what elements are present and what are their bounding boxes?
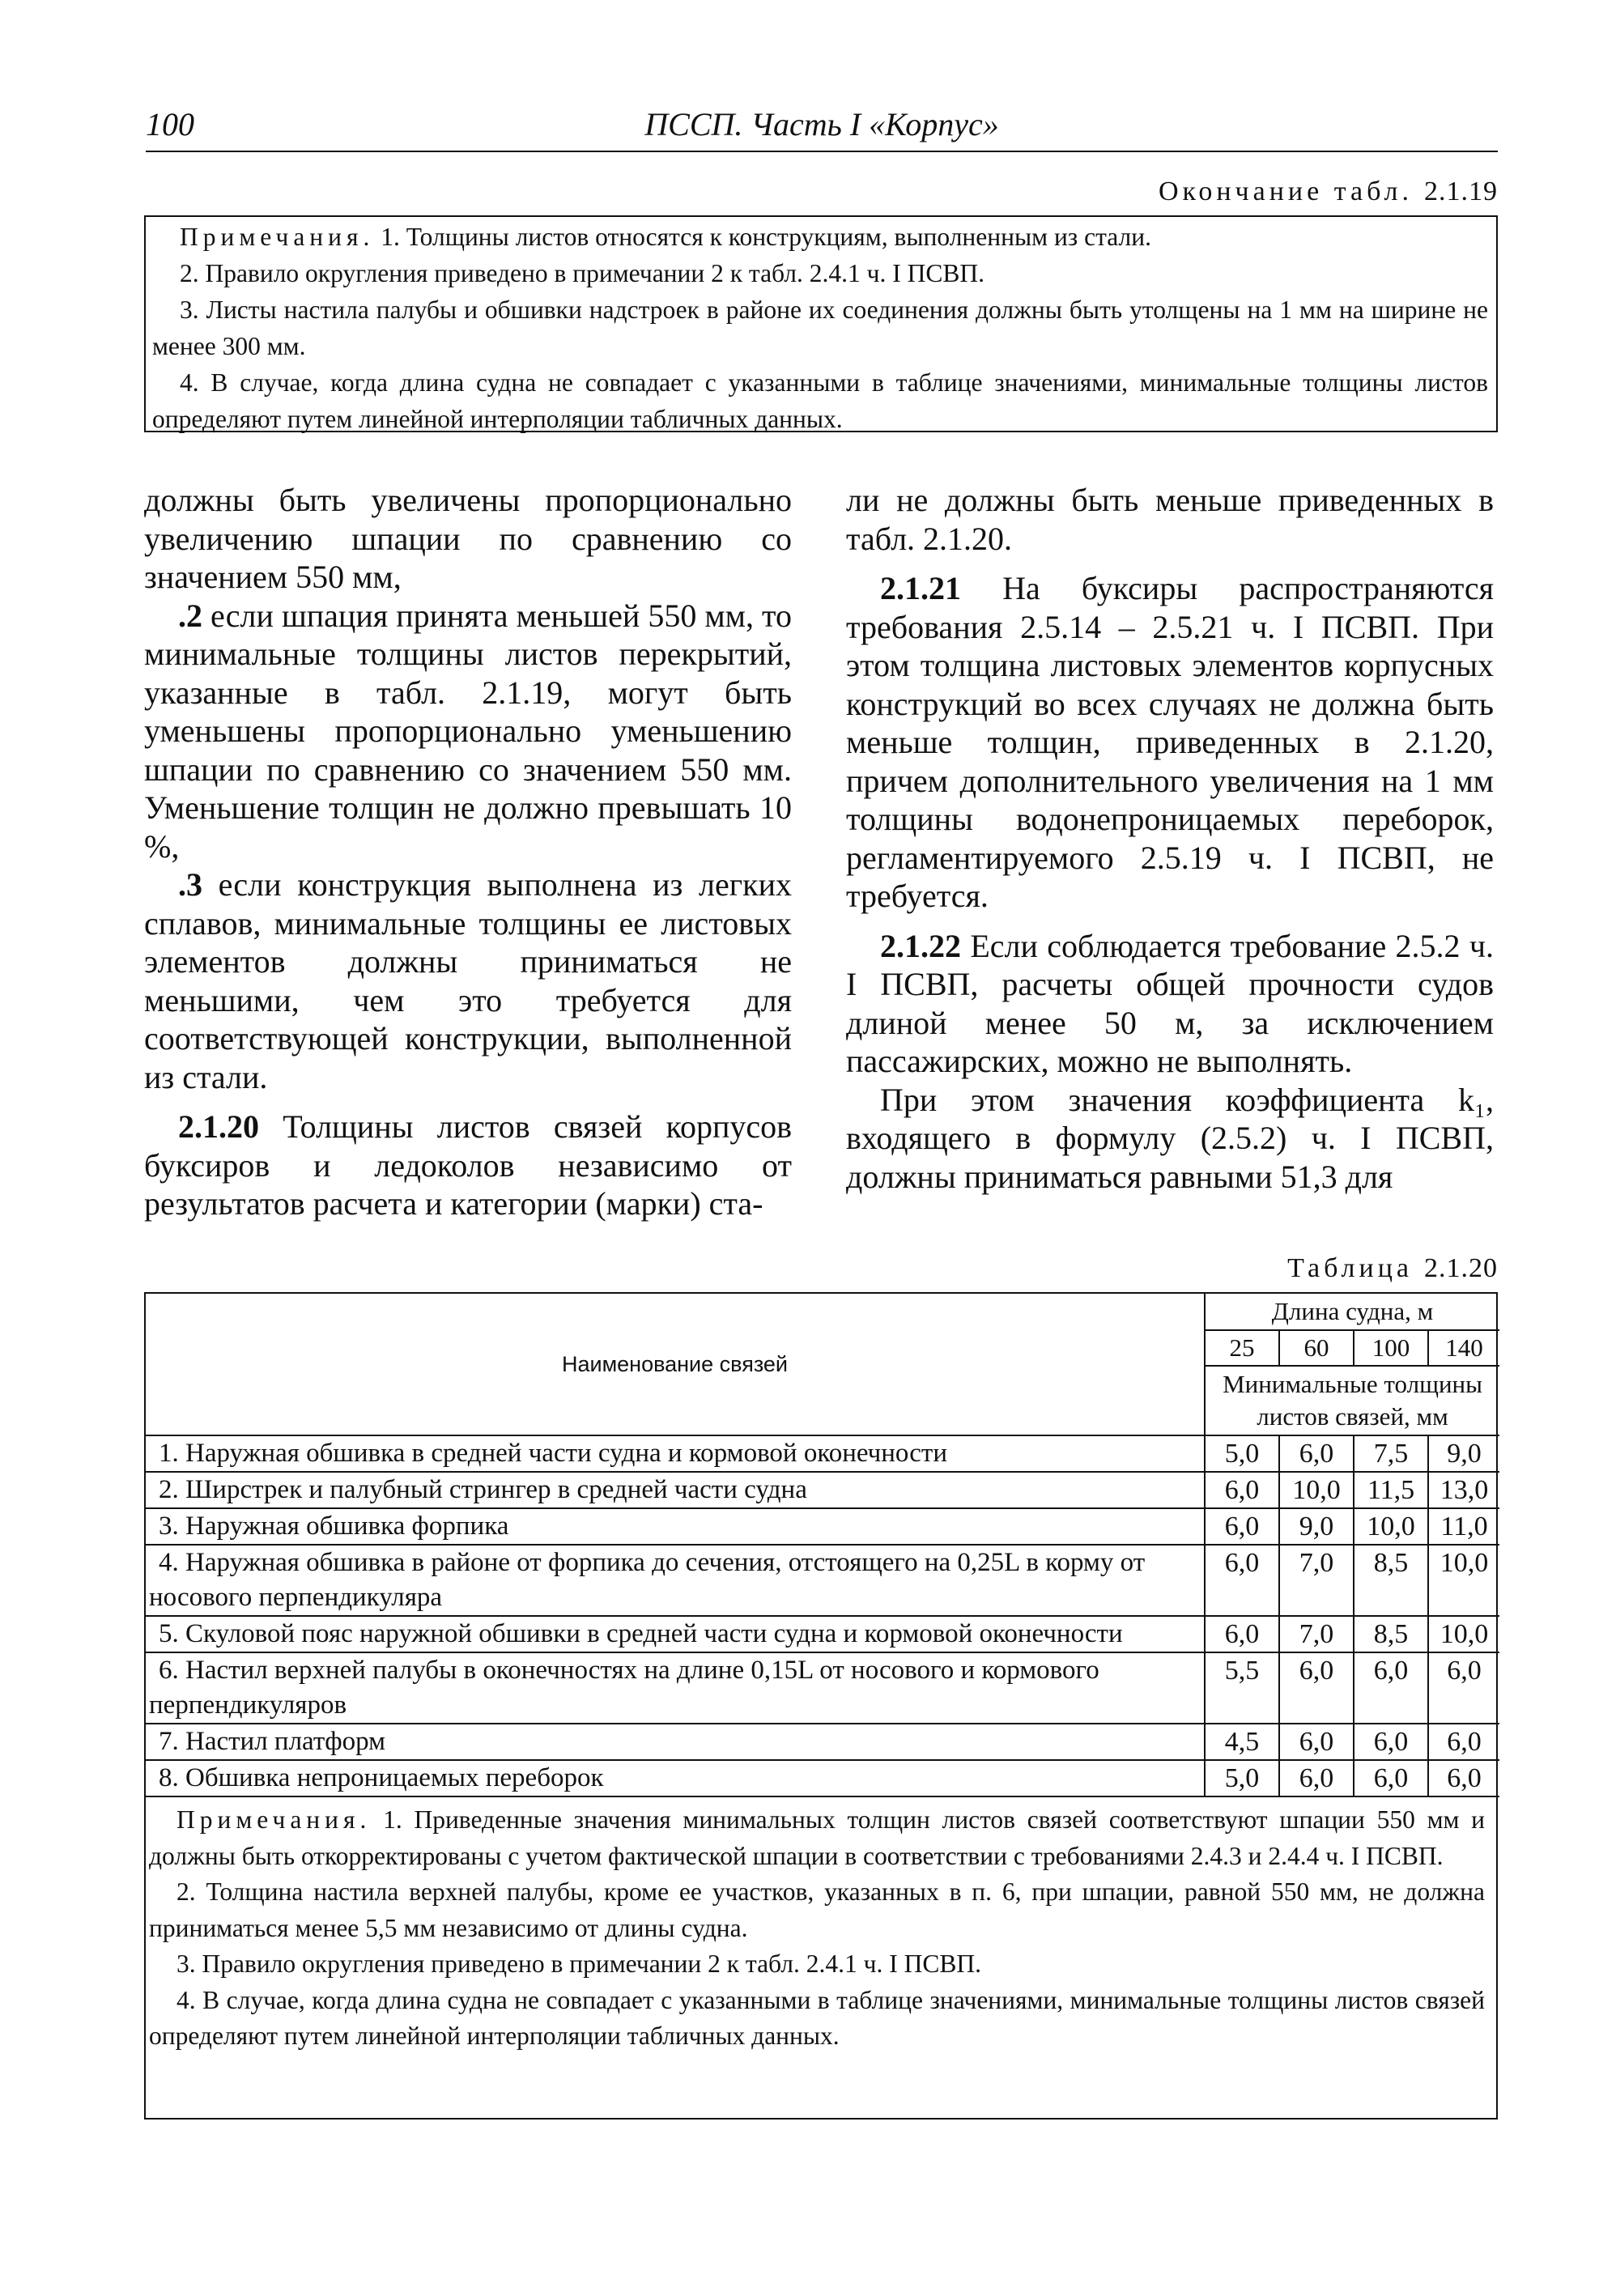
cell-value: 7,0 (1279, 1545, 1354, 1616)
table-row (146, 1652, 1499, 1724)
cell-value: 10,0 (1428, 1616, 1499, 1652)
cell-value: 6,0 (1205, 1472, 1279, 1508)
cell-value: 6,0 (1205, 1616, 1279, 1652)
page-number: 100 (146, 106, 194, 142)
running-title: ПССП. Часть I «Корпус» (644, 106, 999, 142)
column-header-name: Наименование связей (146, 1294, 1205, 1435)
cell-value: 10,0 (1354, 1508, 1428, 1545)
paragraph: При этом значения коэффициента k₁, входящего в формулу (2.5.2) ч. I ПСВП, должны приниматься равными 51,3 для (846, 1081, 1494, 1195)
column-header-thickness: Минимальные толщины листов связей, мм (1205, 1366, 1499, 1435)
table-row (146, 1508, 1499, 1545)
table-2-1-20 (144, 1292, 1498, 2120)
cell-value: 10,0 (1428, 1545, 1499, 1616)
note-item: 3. Листы настила палубы и обшивки надстроек в районе их соединения должны быть утолщены на 1 мм на ширине не менее 300 мм. (152, 296, 1488, 360)
table-2-1-20-notes (146, 1797, 1496, 2055)
row-name: 4. Наружная обшивка в районе от форпика до сечения, отстоящего на 0,25L в корму от носового перпендикуляра (146, 1545, 1205, 1616)
note-item: Примечания. 1. Приведенные значения минимальных толщин листов связей соответствуют шпации 550 мм и должны быть откорректированы с учетом фактической шпации в соответствии с требованиями 2.4.3 и 2.4.4 ч. I ПСВП. (149, 1805, 1486, 1870)
right-column (846, 481, 1494, 1196)
section-number: 2.1.20 (178, 1108, 259, 1145)
cell-value: 6,0 (1205, 1545, 1279, 1616)
section-number: 2.1.21 (880, 570, 961, 606)
cell-value: 9,0 (1428, 1435, 1499, 1472)
note-item: 4. В случае, когда длина судна не совпадает с указанными в таблице значениями, минимальные толщины листов связей определяют путем линейной интерполяции табличных данных. (149, 1985, 1485, 2050)
table-row (146, 1545, 1499, 1616)
paragraph: ли не должны быть меньше приведенных в табл. 2.1.20. (846, 482, 1494, 557)
table-row (146, 1760, 1499, 1796)
running-head (146, 105, 1498, 152)
table-row (146, 1472, 1499, 1508)
table-row (146, 1724, 1499, 1760)
length-value: 140 (1428, 1330, 1499, 1366)
row-name: 2. Ширстрек и палубный стрингер в средней части судна (146, 1472, 1205, 1508)
item-marker: .2 (178, 597, 202, 634)
paragraph: .2 если шпация принята меньшей 550 мм, то минимальные толщины листов перекрытий, указанные в табл. 2.1.19, могут быть уменьшены пропорционально уменьшению шпации по сравнению со значением 550 мм. Уменьшение толщин не должно превышать 10 %, (144, 597, 792, 865)
cell-value: 6,0 (1279, 1435, 1354, 1472)
paragraph: .3 если конструкция выполнена из легких сплавов, минимальные толщины ее листовых элементов должны приниматься не меньшими, чем это требуется для соответствующей конструкции, выполненной из стали. (144, 866, 792, 1095)
cell-value: 5,0 (1205, 1760, 1279, 1796)
paragraph: 2.1.22 Если соблюдается требование 2.5.2 ч. I ПСВП, расчеты общей прочности судов длиной менее 50 м, за исключением пассажирских, можно не выполнять. (846, 927, 1494, 1079)
cell-value: 11,0 (1428, 1508, 1499, 1545)
caption-label: Окончание табл. (1159, 176, 1413, 206)
cell-value: 6,0 (1279, 1652, 1354, 1724)
length-value: 25 (1205, 1330, 1279, 1366)
cell-value: 8,5 (1354, 1616, 1428, 1652)
note-item: 4. В случае, когда длина судна не совпадает с указанными в таблице значениями, минимальные толщины листов определяют путем линейной интерполяции табличных данных. (152, 368, 1488, 433)
row-name: 7. Настил платформ (146, 1724, 1205, 1760)
cell-value: 5,0 (1205, 1435, 1279, 1472)
paragraph: 2.1.20 Толщины листов связей корпусов буксиров и ледоколов независимо от результатов расчета и категории (марки) ста- (144, 1108, 792, 1222)
cell-value: 7,5 (1354, 1435, 1428, 1472)
cell-value: 6,0 (1205, 1508, 1279, 1545)
cell-value: 6,0 (1354, 1652, 1428, 1724)
table-body (146, 1435, 1499, 1796)
caption-number: 2.1.20 (1424, 1253, 1498, 1283)
cell-value: 4,5 (1205, 1724, 1279, 1760)
note-item: 3. Правило округления приведено в примечании 2 к табл. 2.4.1 ч. I ПСВП. (176, 1949, 981, 1978)
cell-value: 13,0 (1428, 1472, 1499, 1508)
caption-number: 2.1.19 (1424, 176, 1498, 206)
thickness-table (146, 1294, 1499, 1797)
table-2-1-20-caption (1287, 1253, 1498, 1284)
cell-value: 6,0 (1354, 1724, 1428, 1760)
cell-value: 6,0 (1428, 1652, 1499, 1724)
length-value: 100 (1354, 1330, 1428, 1366)
caption-label: Таблица (1287, 1253, 1413, 1283)
cell-value: 6,0 (1354, 1760, 1428, 1796)
paragraph: должны быть увеличены пропорционально увеличению шпации по сравнению со значением 550 мм, (144, 482, 792, 595)
notes-label: Примечания. (180, 223, 375, 251)
cell-value: 8,5 (1354, 1545, 1428, 1616)
row-name: 3. Наружная обшивка форпика (146, 1508, 1205, 1545)
cell-value: 6,0 (1279, 1724, 1354, 1760)
cell-value: 7,0 (1279, 1616, 1354, 1652)
cell-value: 6,0 (1279, 1760, 1354, 1796)
column-header-length: Длина судна, м (1205, 1294, 1499, 1330)
item-marker: .3 (178, 866, 202, 903)
cell-value: 11,5 (1354, 1472, 1428, 1508)
cell-value: 9,0 (1279, 1508, 1354, 1545)
left-column (144, 481, 792, 1223)
row-name: 8. Обшивка непроницаемых переборок (146, 1760, 1205, 1796)
note-item: Примечания. 1. Толщины листов относятся к конструкциям, выполненным из стали. (180, 223, 1151, 251)
row-name: 6. Настил верхней палубы в оконечностях на длине 0,15L от носового и кормового перпендикуляров (146, 1652, 1205, 1724)
row-name: 1. Наружная обшивка в средней части судна и кормовой оконечности (146, 1435, 1205, 1472)
table-row (146, 1435, 1499, 1472)
cell-value: 6,0 (1428, 1724, 1499, 1760)
cell-value: 10,0 (1279, 1472, 1354, 1508)
note-item: 2. Правило округления приведено в примечании 2 к табл. 2.4.1 ч. I ПСВП. (180, 259, 984, 287)
cell-value: 5,5 (1205, 1652, 1279, 1724)
paragraph: 2.1.21 На буксиры распространяются требования 2.5.14 – 2.5.21 ч. I ПСВП. При этом толщина листовых элементов корпусных конструкций во всех случаях не должна быть меньше толщин, приведенных в 2.1.20, причем дополнительного увеличения на 1 мм толщины водонепроницаемых переборок, регламентируемого 2.5.19 ч. I ПСВП, не требуется. (846, 570, 1494, 914)
row-name: 5. Скуловой пояс наружной обшивки в средней части судна и кормовой оконечности (146, 1616, 1205, 1652)
table-2-1-19-notes (144, 215, 1498, 432)
length-value: 60 (1279, 1330, 1354, 1366)
note-item: 2. Толщина настила верхней палубы, кроме ее участков, указанных в п. 6, при шпации, равной 550 мм, не должна приниматься менее 5,5 мм независимо от длины судна. (149, 1877, 1485, 1942)
notes-label: Примечания. (176, 1805, 372, 1834)
section-number: 2.1.22 (880, 927, 961, 964)
table-row (146, 1616, 1499, 1652)
cell-value: 6,0 (1428, 1760, 1499, 1796)
table-2-1-19-caption (1159, 176, 1498, 207)
